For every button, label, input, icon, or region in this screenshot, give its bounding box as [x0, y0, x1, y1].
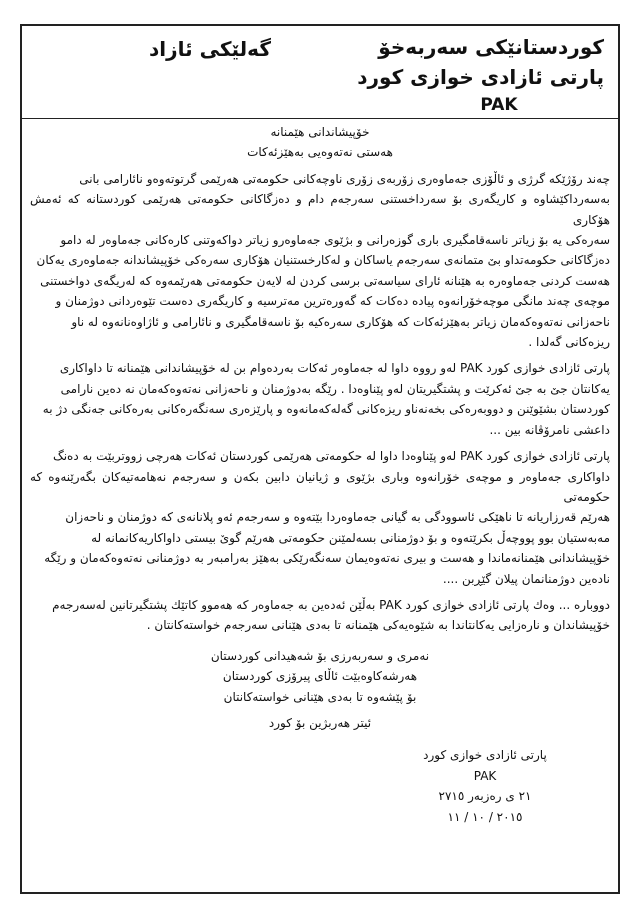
paragraph-line: چەند رۆژێکە گرژی و ئاڵۆزی جەماوەری زۆربەی زۆری ناوچەکانی حکومەتی هەرێمی گرتوتەوەو نائارامی بانی — [79, 171, 610, 186]
closing-slogans — [30, 646, 610, 707]
paragraph-line: داواکاری جەماوەر و موچەی خۆرانەوە وباری بژێوی و ژیانیان دابین بکەن و سەرجەم نەهامەتیەکان بگەرێنەوە کە حکومەتی — [30, 469, 610, 504]
farewell-line: ئیتر هەربژین بۆ کورد — [268, 715, 372, 730]
closing-line: نەمری و سەربەرزی بۆ شەهیدانی کوردستان — [210, 648, 430, 663]
paragraph-3 — [30, 446, 610, 589]
org-name-line-2: پارتی ئازادی خوازی کورد — [357, 65, 604, 89]
paragraph-1 — [30, 169, 610, 353]
signature-block — [30, 745, 610, 827]
paragraph-line: ناحەزانی نەتەوەکەمان زیاتر بەهێزئەکات کە هۆکاری سەرەکیە بۆ ناسەقامگیری و نائارامی و ئاژاوەنانەوە لە ناو — [71, 314, 610, 329]
statement-subtitle: هەستی نەتەوەیی بەهێزئەکات — [247, 145, 393, 160]
signature-date-gregorian: ٢٠١٥ / ١٠ / ١١ — [447, 809, 523, 824]
signature-org: پارتی ئازادی خوازی کورد — [423, 748, 547, 763]
paragraph-4 — [30, 595, 610, 636]
paragraph-line: نادەین دوژمنانمان پیلان گێڕبن .... — [442, 571, 610, 586]
statement-body — [30, 122, 610, 827]
letterhead-slogan: گەلێکی ئازاد — [149, 37, 271, 61]
statement-title: خۆپیشاندانی هێمنانە — [270, 125, 370, 139]
paragraph-2 — [30, 358, 610, 440]
header-divider — [22, 118, 618, 119]
paragraph-line: موچەی چەند مانگی موچەخۆرانەوە پیادە دەکات کە گەورەترین مەترسیە و کاریگەری دەست تێوەردانی دوژمنان و — [55, 294, 610, 309]
paragraph-line: پارتی ئازادی خوازی کورد PAK لەو پێناوەدا داوا لە حکومەتی هەرێمی کوردستان ئەکات هەرچی زووتربێت بە دەنگ — [52, 449, 610, 464]
paragraph-line: هەست کردنی جەماوەرە بە هێنانە ئارای سیاسەتی برسی کردن لە لایەن حکومەتی هەرێمەوە کە لەریگەی دواخستنی — [40, 273, 610, 288]
paragraph-line: خۆپیشاندانی هێمنانەماندا و هەست و بیری نەتەوەیمان سەنگەرێکی بەهێز بەرامبەر بە دوژمنانی نەتەوەکەمان و رێگە — [44, 551, 610, 566]
paragraph-line: هەرێم قەرزاریانە تا ناهێکی ئاسوودگی بە گیانی جەماوەردا بێتەوە و سەرجەم ئەو پلانانەی کە دوژمنان و ناحەزان — [65, 510, 610, 525]
org-name-line-1: کوردستانێکی سەربەخۆ — [378, 35, 604, 59]
signature-date-kurdish: ٢١ ی رەزبەر ٢٧١٥ — [438, 789, 532, 804]
paragraph-line: دەزگاکانی حکومەتداو بێ متمانەی سەرجەم یاساکان و لەکارخستنیان هۆکاری سەرەکی خۆپیشاندانە جەماوەری یەکان — [36, 253, 610, 268]
paragraph-line: بەسەرداکێشاوە و کاریگەری بۆ سەرداخستنی سەرجەم دام و دەزگاکانی حکومەتی هەرێمی کوردستانە کە ئەمش هۆکاری — [30, 192, 610, 227]
org-abbreviation: PAK — [480, 95, 518, 115]
closing-line: بۆ پێشەوە تا بەدی هێنانی خواستەکانتان — [223, 689, 417, 704]
paragraph-line: پارتی ئازادی خوازی کورد PAK لەو رووە داوا لە جەماوەر ئەکات بەردەوام بن لە خۆپیشاندانی هێمنانە تا داواکاری — [59, 361, 610, 376]
signature-abbr: PAK — [473, 768, 497, 783]
paragraph-line: کوردستان بشێوێنن و دووبەرەکی بخەنەناو ریزەکانی گەلەکەمانەوە و پارێزەری سەنگەرەکانی بەرەکانی جەنگی دژ بە — [42, 402, 610, 417]
paragraph-line: دووبارە ... وەك پارتی ئازادی خوازی کورد PAK بەڵێن ئەدەین بە جەماوەر کە هەموو کاتێك پشتگیرتانین لەسەرجەم — [52, 597, 610, 612]
paragraph-line: یەکانتان جێ بە جێ ئەکرێت و پشتگیریتان لەو پێناوەدا . رێگە بەدوژمنان و ناحەزانی نەتەوەکەمان نە دەین نارامی — [60, 381, 610, 396]
letterhead-organization — [354, 32, 604, 118]
paragraph-line: مەبەستیان بوو پووچەڵ بکرێتەوە و بۆ دوژمنانی بسەلمێنن حکومەتی هەرێم گوێ بیستی داواکاریەکانمانە لە — [91, 530, 610, 545]
closing-line: هەرشەکاوەبێت ئاڵای پیرۆزی کوردستان — [222, 669, 418, 684]
paragraph-line: داعشی نامرۆڤانە بین ... — [489, 422, 610, 437]
paragraph-line: خۆپیشاندان و نارەزایی یەکانتاندا بە شێوەیەکی هێمنانە تا بەدی هێنانی سەرجەم خواستەکانتان . — [146, 618, 610, 633]
paragraph-line: سەرەکی یە بۆ زیاتر ناسەقامگیری باری گوزەرانی و بژێوی جەماوەرو زیاتر دواکەوتنی کارەکانی جەماوەر لە دامو — [60, 233, 610, 248]
paragraph-line: ریزەکانی گەلدا . — [528, 335, 610, 350]
